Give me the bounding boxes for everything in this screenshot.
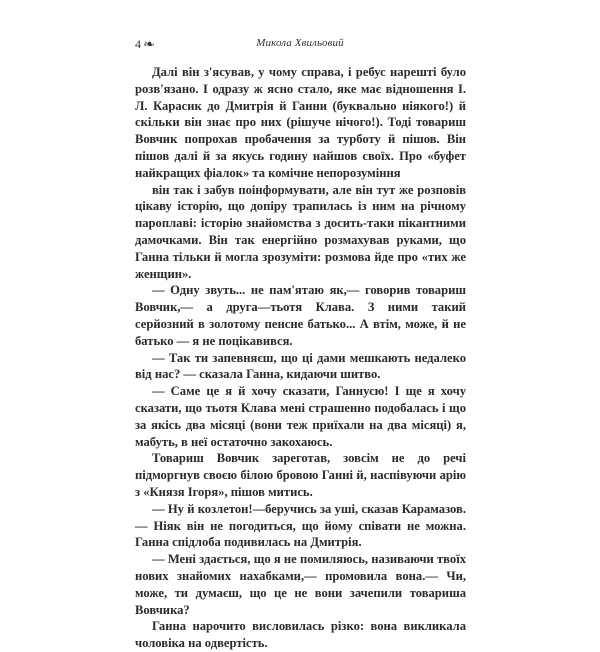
page-number: 4 — [135, 37, 141, 51]
running-title: Микола Хвильовий — [256, 37, 344, 49]
paragraph: — Ну й козлетон!—беручись за уші, сказав Карамазов.— Ніяк він не погодиться, що йому співати не можна. Ганна спідлоба подивилась на Дмитрія. — [135, 501, 466, 550]
paragraph: — Так ти запевняєш, що ці дами мешкають недалеко від нас? — сказала Ганна, кидаючи шитво. — [135, 350, 466, 382]
page-header — [135, 37, 465, 53]
paragraph: він так і забув поінформувати, але він тут же розповів цікаву історію, що допіру трапилась із ним на річному пароплаві: історію знайомства з досить-таки пікантними дамочками. Він так енергійно розмахував руками, що Ганна тільки й могла зрозуміти: розмова йде про «тих же женщин». — [135, 182, 466, 281]
paragraph: Ганна нарочито висловилась різко: вона викликала чоловіка на одвертість. — [135, 619, 466, 651]
paragraph: — Саме це я й хочу сказати, Ганнусю! І ще я хочу сказати, що тьотя Клава мені страшенно подобалась і що за якісь два місяці (вони теж приїхали на два місяці) я, мабуть, в неї остаточно закохаюсь. — [135, 384, 466, 449]
paragraph: Товариш Вовчик зареготав, зовсім не до речі підморгнув своєю білою бровою Ганні й, наспівуючи арію з «Князя Ігоря», пішов митись. — [135, 451, 466, 499]
paragraph: — Мені здається, що я не помиляюсь, називаючи твоїх нових знайомих нахабками,— промовила вона.— Чи, може, ти думаєш, що це не вони зачепили товариша Вовчика? — [135, 552, 466, 617]
paragraph: — Одну звуть... не пам'ятаю як,— говорив товариш Вовчик,— а друга—тьотя Клава. З ними такий серйозний в золотому пенсне батько... А втім, може, й не батько — я не поцікавився. — [135, 283, 466, 348]
leaf-ornament-icon: ❧ — [142, 37, 156, 51]
paragraph: Далі він з'ясував, у чому справа, і ребус нарешті було розв'язано. І одразу ж ясно стало, яке має відношення І. Л. Карасик до Дмитрія й Ганни (буквально ніякого!) й скільки він знає про них (рішуче нічого!). Тоді товариш Вовчик попрохав пробачення за турботу й пішов. Він пішов далі й за якусь годину найшов своїх. Про «буфет найкращих фіалок» та комічне непорозуміння — [135, 65, 466, 180]
page-body — [135, 64, 466, 652]
